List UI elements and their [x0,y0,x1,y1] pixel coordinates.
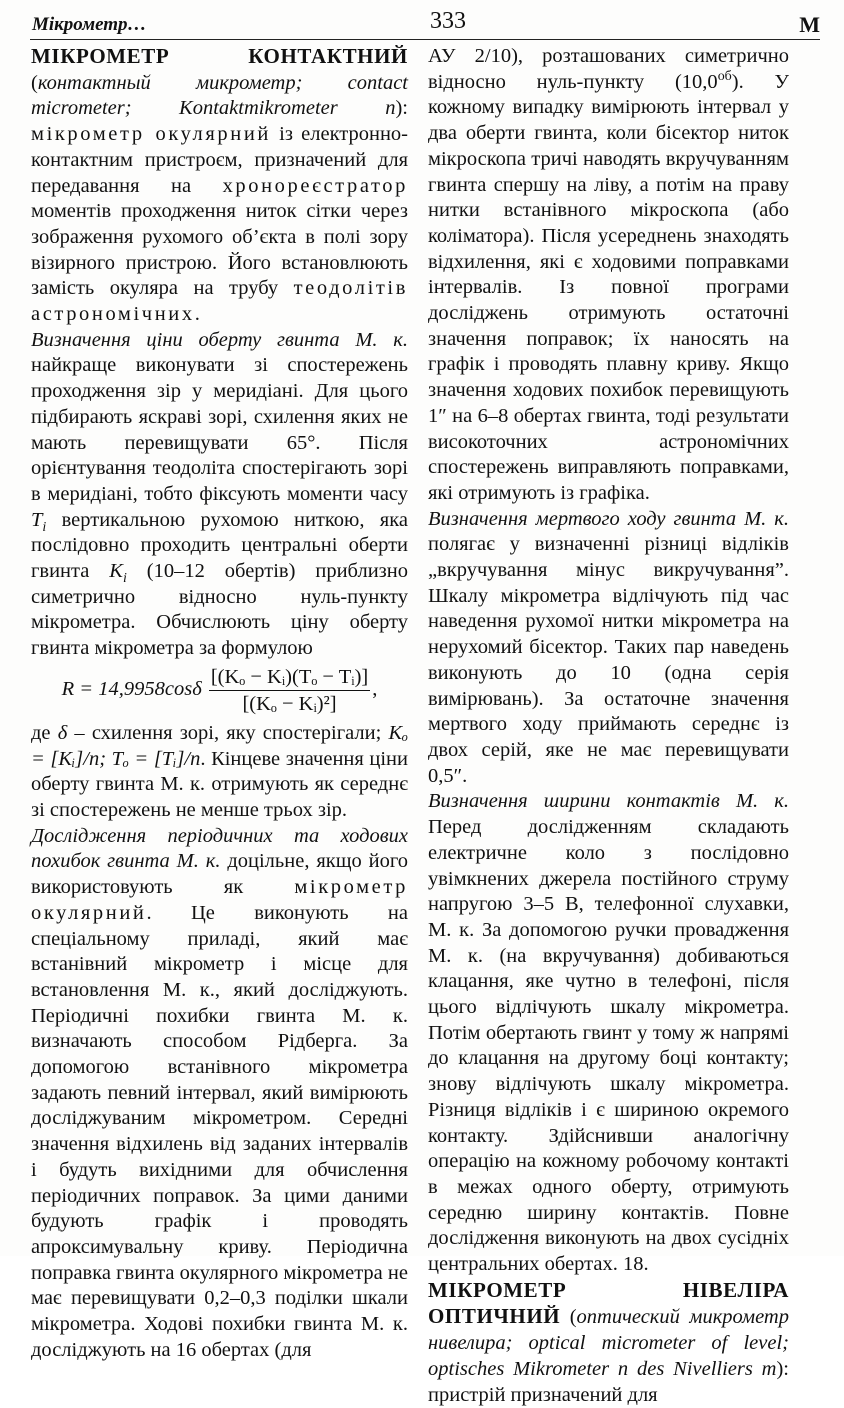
entry-gender: n [337,97,396,120]
page-number: 333 [430,8,466,34]
formula-lhs: R = 14,9958cos [61,678,193,701]
cross-reference: хронореєстратор [222,174,408,197]
entry-translations: контактный микрометр; contact micrometer; Kontaktmikrometer [31,71,408,120]
formula-delta: δ [192,678,202,701]
entry-micrometer-contact [31,44,408,328]
subsection-title: Визначення ціни оберту гвинта М. к. [31,328,408,351]
explanation-text: – схилення зорі, яку спостерігали; [67,721,389,744]
subsection-text: Перед дослідженням складають електричне коло з послідовно увімкнених джерела постійного струму напругою 3–5 В, телефонної слухавки, М. к. За допомогою ручки провадження М. к. (на вкручування) добиваються клацання, яке чутно в телефоні, після цього відлічують шкалу мікрометра. Потім обертають гвинт у тому ж напрямі до клацання на другому боці контакту; знову відлічують шкалу мікрометра. Різниця відліків і є шириною окремого контакту. Здійснивши аналогічну операцію на кожному робочому контакті в межах одного оберту, отримують середню ширину контактів. Повне дослідження виконують на двох сусідніх центральних обертах. 18. [428,816,789,1276]
paren-close: ): [395,97,408,120]
definition-text: моментів проходження ниток сітки через зображення рухомого об’єкта в полі зору візирного пристрою. Його встановлюють замість окуляра на трубу [31,200,408,300]
subsection-title: Дослідження періодичних та ходових похибок гвинта М. к. [31,824,408,873]
subsection-text: полягає у визначенні різниці відліків „вкручування мінус викручування”. Шкалу мікрометра відлічують під час наведення рухомої нитки мікрометра на нерухомий бісектор. Таких пар наведень виконують до 10 (одна серія вимірювань). За остаточне значення мертвого ходу приймають середнє із двох серій, яке не має перевищувати 0,5″. [428,533,789,787]
paren-open: ( [560,1306,577,1329]
formula-explanation [31,721,408,824]
entry-translations: оптический микрометр нивелира; optical micrometer of level; optisches Mikrometer n des Nivelliers m [428,1306,789,1380]
subsection-title: Визначення ширини контактів М. к. [428,790,789,813]
subsection-text: . Це виконують на спеціальному приладі, який має встанівний мікрометр і місце для встановлення М. к., який досліджують. Періодичні похибки гвинта М. к. визначають способом Рідберга. За допомогою встанівного мікрометра задають певний інтервал, який вимірюють досліджуваним мікрометром. Середні значення відхилень від заданих інтервалів і будуть вихідними для обчислення періодичних поправок. За цими даними будують графік і проводять апроксимувальну криву. Періодична поправка гвинта окулярного мікрометра не має перевищувати 0,2–0,3 поділки шкали мікрометра. Ходові похибки гвинта М. к. досліджують на 16 обертах (для [31,901,408,1361]
definition-text: із електронно-контактним пристроєм, призначений для передавання на [31,123,409,197]
header-rule [30,39,820,40]
entry-headword: МІКРОМЕТР НІВЕЛІРА ОПТИЧНИЙ [428,1277,789,1329]
formula-denominator: [(Kₒ − Kᵢ)²] [242,692,337,715]
right-column [428,44,789,1408]
definition-text: ): пристрій призначений для [428,1357,789,1406]
paren-open: ( [31,71,38,94]
formula-tail: , [372,678,378,701]
explanation-text: . Кінцеве значення ціни оберту гвинта М. к. отримують як середнє зі спостережень не менше трьох зір. [31,747,408,821]
formula-numerator: [(Kₒ − Kᵢ)(Tₒ − Tᵢ)] [209,666,370,691]
entry-level-micrometer [428,1278,789,1408]
subsection-periodic-errors [31,824,408,1364]
continued-text-b: ). У кожному випадку вимірюють інтервал у два оберти гвинта, коли бісектор ниток мікроскопа тричі наводять вкручуванням гвинта спершу на ліву, а потім на праву нитки встанівного мікроскопа (або коліматора). Після усереднень знаходять відхилення, які є ходовими поправками інтервалів. Із повної програми досліджень отримують остаточні значення поправок; їх наносять на графік і проводять плавну криву. Якщо значення ходових похибок перевищують 1″ на 6–8 обертах гвинта, тоді результати високоточних астрономічних спостережень виправляють поправками, які отримують із графіка. [428,70,790,504]
subsection-screw-turn-value: Визначення ціни оберту гвинта М. к. найкраще виконувати зі спостережень проходження зір у меридіані. Для цього підбирають яскраві зорі, схилення яких не мають перевищувати 65°. Після орієнтування теодоліта спостерігають зорі в меридіані, тобто фіксують моменти часу $T_i$ вертикальною рухомою ниткою, яка послідовно проходить центральні оберти гвинта $K_i$ (10–12 обертів) приблизно симетрично відносно нуль-пункту мікрометра. Обчислюють ціну оберту гвинта мікрометра за формулою [31,328,409,660]
cross-reference: мікрометр окулярний [31,876,408,924]
formula [31,666,408,715]
subsection-text: (10–12 обертів) приблизно симетрично відносно нуль-пункту мікрометра. Обчислюють ціну оберту гвинта мікрометра за формулою [31,560,409,660]
cross-reference: теодолітів астрономічних [31,277,408,326]
section-letter: М [799,12,820,37]
continued-text-a: АУ 2/10), розташованих симетрично відносно нуль-пункту (10,0 [428,45,789,93]
subsection-contact-width [428,789,789,1277]
mean-definitions: Kₒ = [Kᵢ]/n; Tₒ = [Tᵢ]/n [31,721,409,770]
subsection-text: доцільне, якщо його використовують як [31,850,408,899]
page-header [28,6,820,40]
entry-headword: МІКРОМЕТР КОНТАКТНИЙ [31,44,408,68]
definition-end: . [194,303,200,326]
cross-reference: мікрометр окулярний [31,123,271,146]
left-column [31,44,408,1363]
subsection-text: найкраще виконувати зі спостережень проходження зір у меридіані. Для цього підбирають яскраві зорі, схилення яких не мають перевищувати 65°. Після орієнтування теодоліта спостерігають зорі в меридіані, тобто фіксують моменти часу [31,354,408,505]
running-head: Мікрометр… [32,14,147,35]
formula-fraction [209,666,370,715]
explanation-text: де [31,721,58,744]
delta-symbol: δ [57,721,68,744]
continued-text [428,44,789,507]
subsection-text: вертикальною рухомою ниткою, яка послідовно проходить центральні оберти гвинта [31,508,408,583]
subsection-dead-travel [428,507,789,790]
subsection-title: Визначення мертвого ходу гвинта М. к. [428,507,789,530]
superscript-ob: об [717,68,732,84]
